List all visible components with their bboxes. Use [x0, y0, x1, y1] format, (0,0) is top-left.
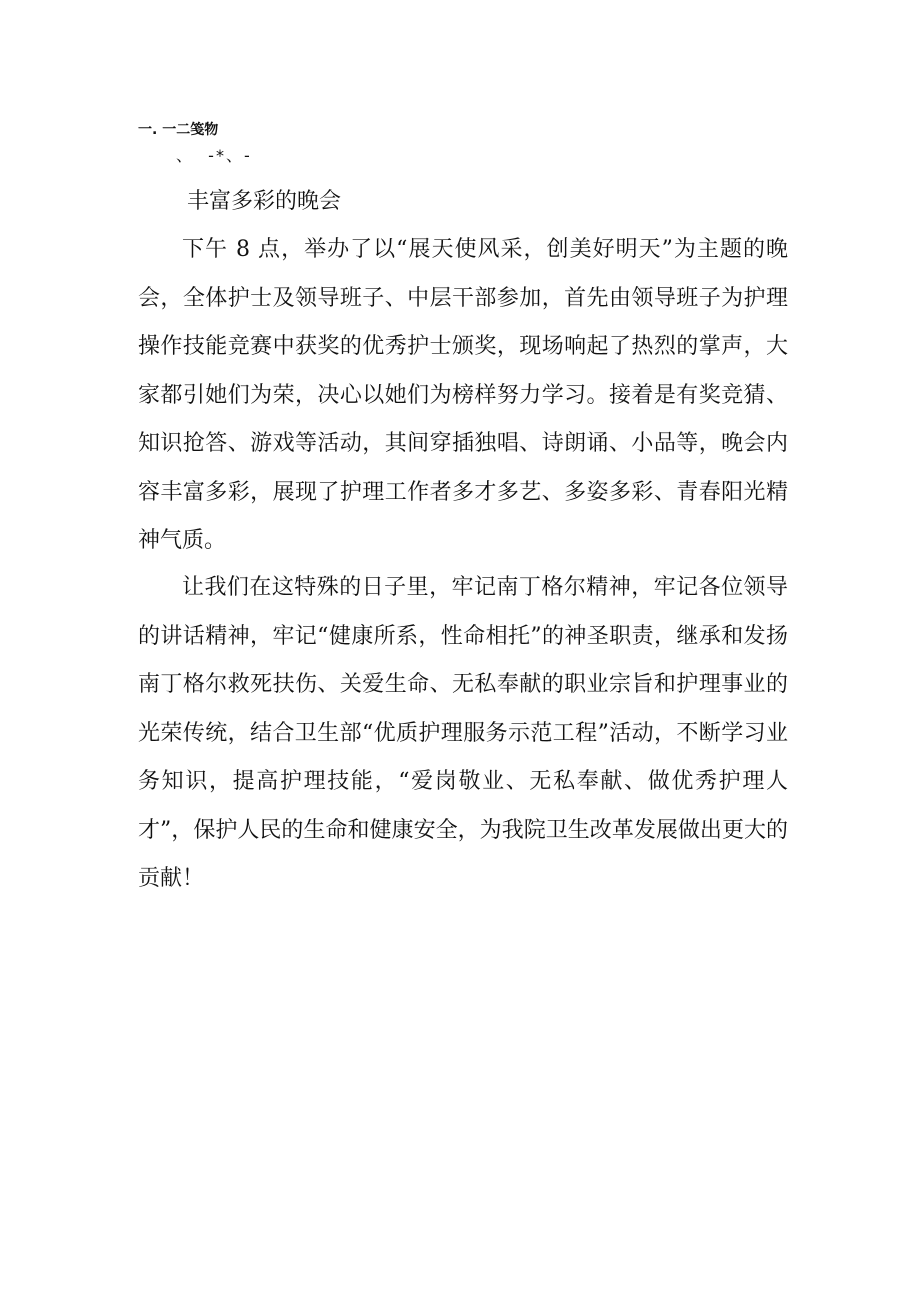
header-symbols: 、 -*、-: [176, 146, 252, 165]
section-title: 丰富多彩的晚会: [187, 189, 342, 214]
paragraph-evening-party: 下午 8 点，举办了以“展天使风采，创美好明天”为主题的晚会，全体护士及领导班子、中层干部参加，首先由领导班子为护理操作技能竞赛中获奖的优秀护士颁奖，现场响起了热烈的掌声，大家都引她们为荣，决心以她们为榜样努力学习。接着是有奖竞猜、知识抢答、游戏等活动，其间穿插独唱、诗朗诵、小品等，晚会内容丰富多彩，展现了护理工作者多才多艺、多姿多彩、青春阳光精神气质。: [138, 237, 788, 553]
header-fragment: 一. 一二笺物: [138, 122, 219, 138]
paragraph-closing: 让我们在这特殊的日子里，牢记南丁格尔精神，牢记各位领导的讲话精神，牢记“健康所系，性命相托”的神圣职责，继承和发扬南丁格尔救死扶伤、关爱生命、无私奉献的职业宗旨和护理事业的光荣传统，结合卫生部“优质护理服务示范工程”活动，不断学习业务知识，提高护理技能，“爱岗敬业、无私奉献、做优秀护理人才”，保护人民的生命和健康安全，为我院卫生改革发展做出更大的贡献！: [138, 575, 788, 891]
